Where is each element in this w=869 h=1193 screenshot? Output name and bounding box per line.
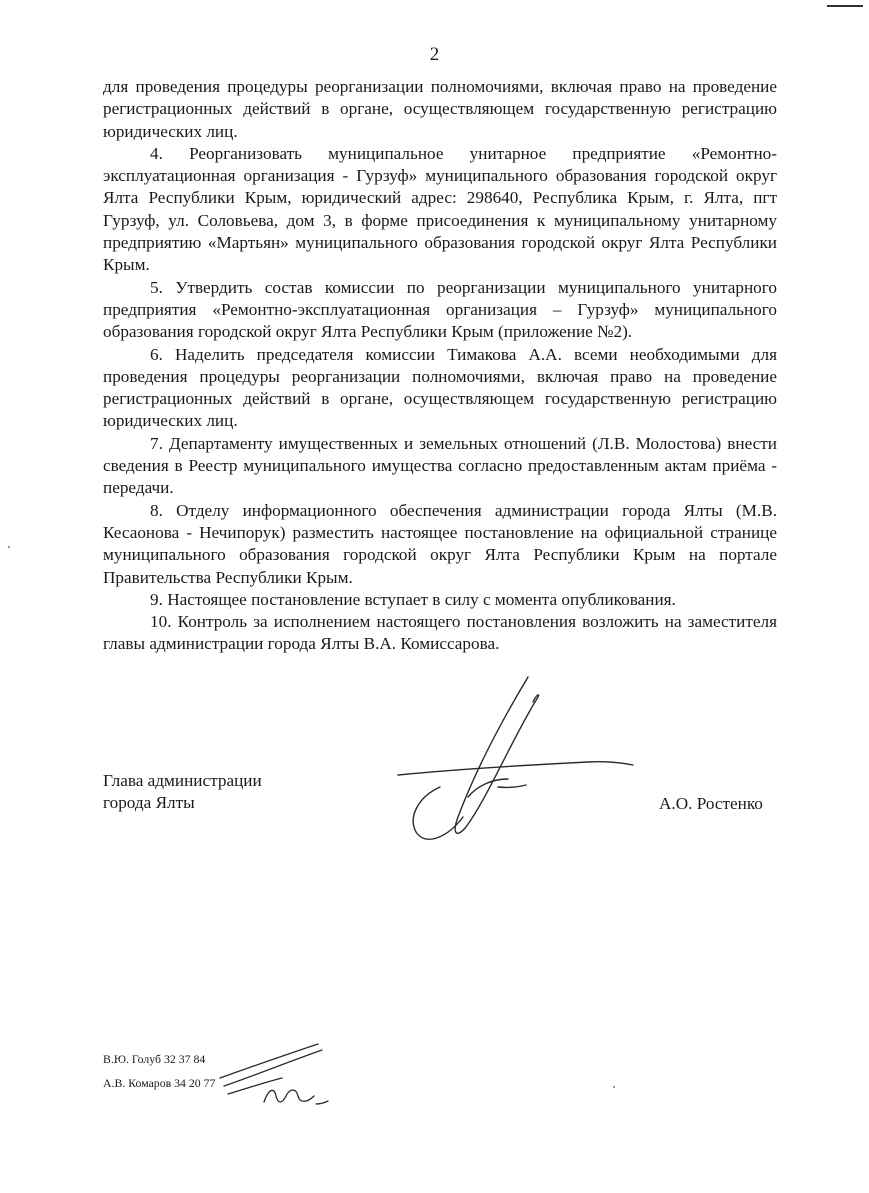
handwritten-signature [378, 667, 638, 857]
handwritten-initials [218, 1038, 338, 1118]
paragraph-item-6: 6. Наделить председателя комиссии Тимакова А.А. всеми необходимыми для проведения процедуры реорганизации полномочиями, включая право на проведение регистрационных действий в органе, осуществляющем государственную регистрацию юридических лиц. [103, 344, 777, 431]
paragraph-item-10: 10. Контроль за исполнением настоящего постановления возложить на заместителя главы администрации города Ялты В.А. Комиссарова. [103, 612, 777, 654]
paragraph-item-4: 4. Реорганизовать муниципальное унитарное предприятие «Ремонтно-эксплуатационная организация - Гурзуф» муниципального образования городской округ Ялта Республики Крым, юридический адрес: 298640, Республика Крым, г. Ялта, пгт Гурзуф, ул. Соловьева, дом 3, в форме присоединения к муниципальному унитарному предприятию «Мартьян» муниципального образования городской округ Ялта Республики Крым. [103, 143, 777, 275]
page-number: 2 [429, 44, 440, 65]
signatory-name: А.О. Ростенко [659, 794, 763, 813]
paragraph-item-8: 8. Отделу информационного обеспечения администрации города Ялты (М.В. Кесаонова - Нечипорук) разместить настоящее постановление на официальной странице муниципального образования городской округ Ялта Республики Крым на портале Правительства Республики Крым. [103, 500, 777, 587]
signatory-position-line: города Ялты [103, 793, 195, 813]
executors-list [103, 1052, 215, 1100]
scan-edge-mark [827, 5, 863, 7]
paragraph-item-9: 9. Настоящее постановление вступает в силу с момента опубликования. [150, 589, 676, 609]
executor-line: В.Ю. Голуб 32 37 84 [103, 1052, 206, 1066]
paragraph-item-5: 5. Утвердить состав комиссии по реорганизации муниципального унитарного предприятия «Ремонтно-эксплуатационная организация – Гурзуф» муниципального образования городской округ Ялта Республики Крым (приложение №2). [103, 277, 777, 342]
paragraph-item-7: 7. Департаменту имущественных и земельных отношений (Л.В. Молостова) внести сведения в Реестр муниципального имущества согласно предоставленным актам приёма - передачи. [103, 433, 777, 498]
executor-line: А.В. Комаров 34 20 77 [103, 1076, 216, 1090]
scan-speck [613, 1086, 615, 1088]
document-body [103, 76, 777, 656]
signatory-position-line: Глава администрации [103, 771, 262, 790]
paragraph-continuation: для проведения процедуры реорганизации полномочиями, включая право на проведение регистрационных действий в органе, осуществляющем государственную регистрацию юридических лиц. [103, 77, 777, 141]
signatory-position [103, 770, 262, 815]
scan-speck [8, 546, 10, 548]
